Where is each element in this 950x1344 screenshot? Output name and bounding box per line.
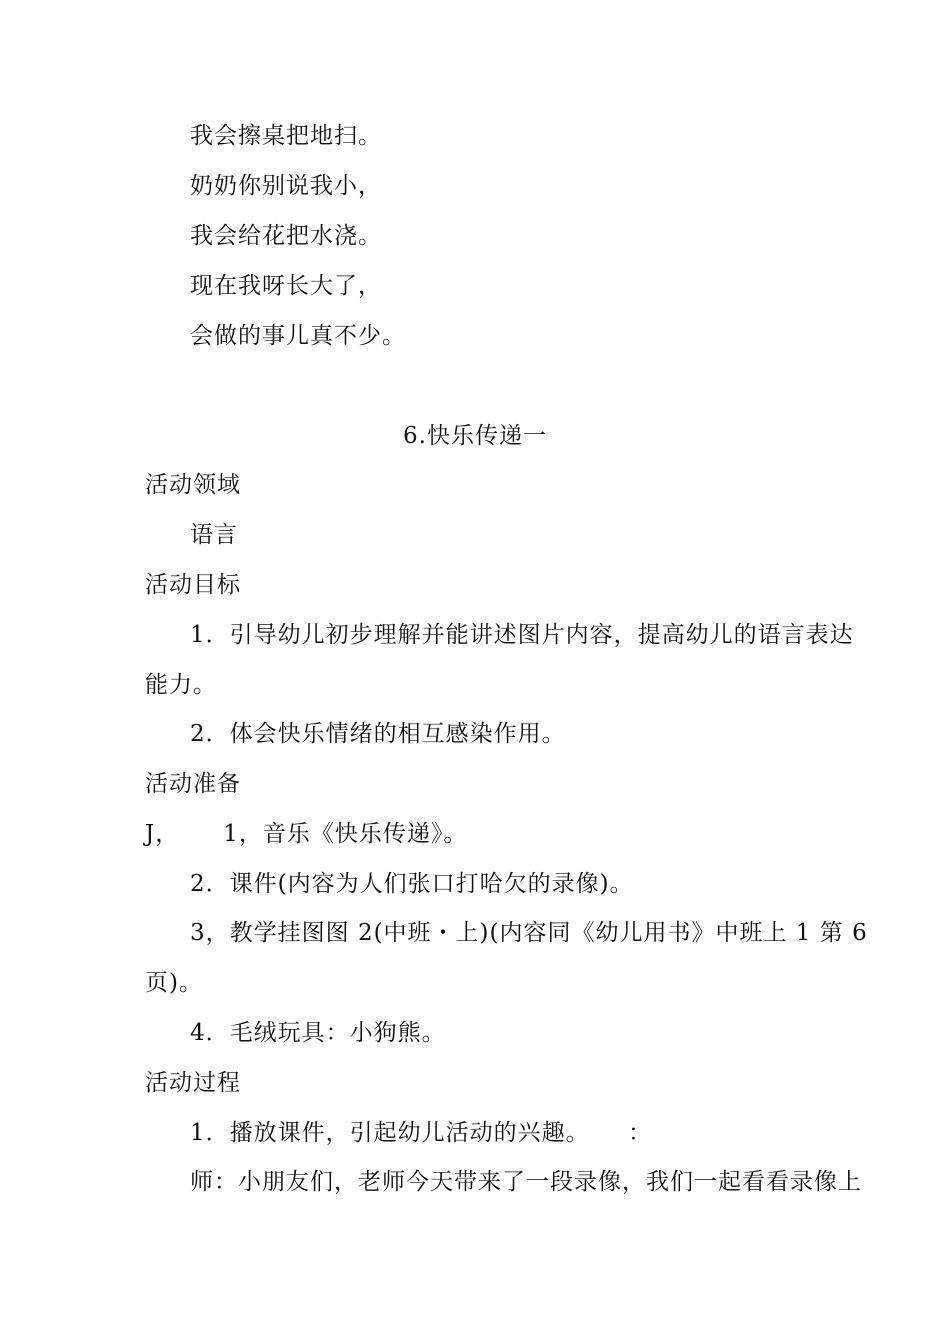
goal-item-1-line-1: 1．引导幼儿初步理解并能讲述图片内容，提高幼儿的语言表达 [190, 622, 854, 648]
goal-item-2: 2．体会快乐情绪的相互感染作用。 [190, 721, 566, 747]
prep-heading: 活动准备 [145, 771, 241, 797]
poem-line-4: 现在我呀长大了， [190, 273, 382, 299]
goal-item-1-line-2: 能力。 [145, 672, 217, 698]
poem-line-5: 会做的事儿真不少。 [190, 323, 406, 349]
process-item-1 [190, 1118, 652, 1148]
poem-line-2: 奶奶你别说我小， [190, 173, 382, 199]
process-item-1-mark: ： [628, 1120, 653, 1146]
poem-line-1: 我会擦桌把地扫。 [190, 123, 382, 149]
prep-item-1-prefix: J， [145, 821, 180, 847]
prep-item-3-line-1: 3，教学挂图图 2(中班・上)(内容同《幼儿用书》中班上 1 第 6 [190, 920, 868, 946]
process-heading: 活动过程 [145, 1070, 241, 1096]
poem-line-3: 我会给花把水浇。 [190, 223, 382, 249]
prep-item-1-text: 1，音乐《快乐传递》。 [223, 821, 468, 847]
section-title: 6.快乐传递一 [403, 423, 547, 449]
goals-heading: 活动目标 [145, 572, 241, 598]
process-item-1-text: 1．播放课件，引起幼儿活动的兴趣。 [190, 1120, 579, 1146]
prep-item-4: 4．毛绒玩具：小狗熊。 [190, 1020, 446, 1046]
prep-item-3-line-2: 页)。 [145, 970, 203, 996]
domain-heading: 活动领域 [145, 472, 241, 498]
teacher-line: 师：小朋友们，老师今天带来了一段录像，我们一起看看录像上 [190, 1169, 862, 1195]
domain-value: 语言 [190, 522, 238, 548]
prep-item-2: 2．课件(内容为人们张口打哈欠的录像)。 [190, 871, 634, 897]
prep-item-1 [145, 819, 467, 849]
